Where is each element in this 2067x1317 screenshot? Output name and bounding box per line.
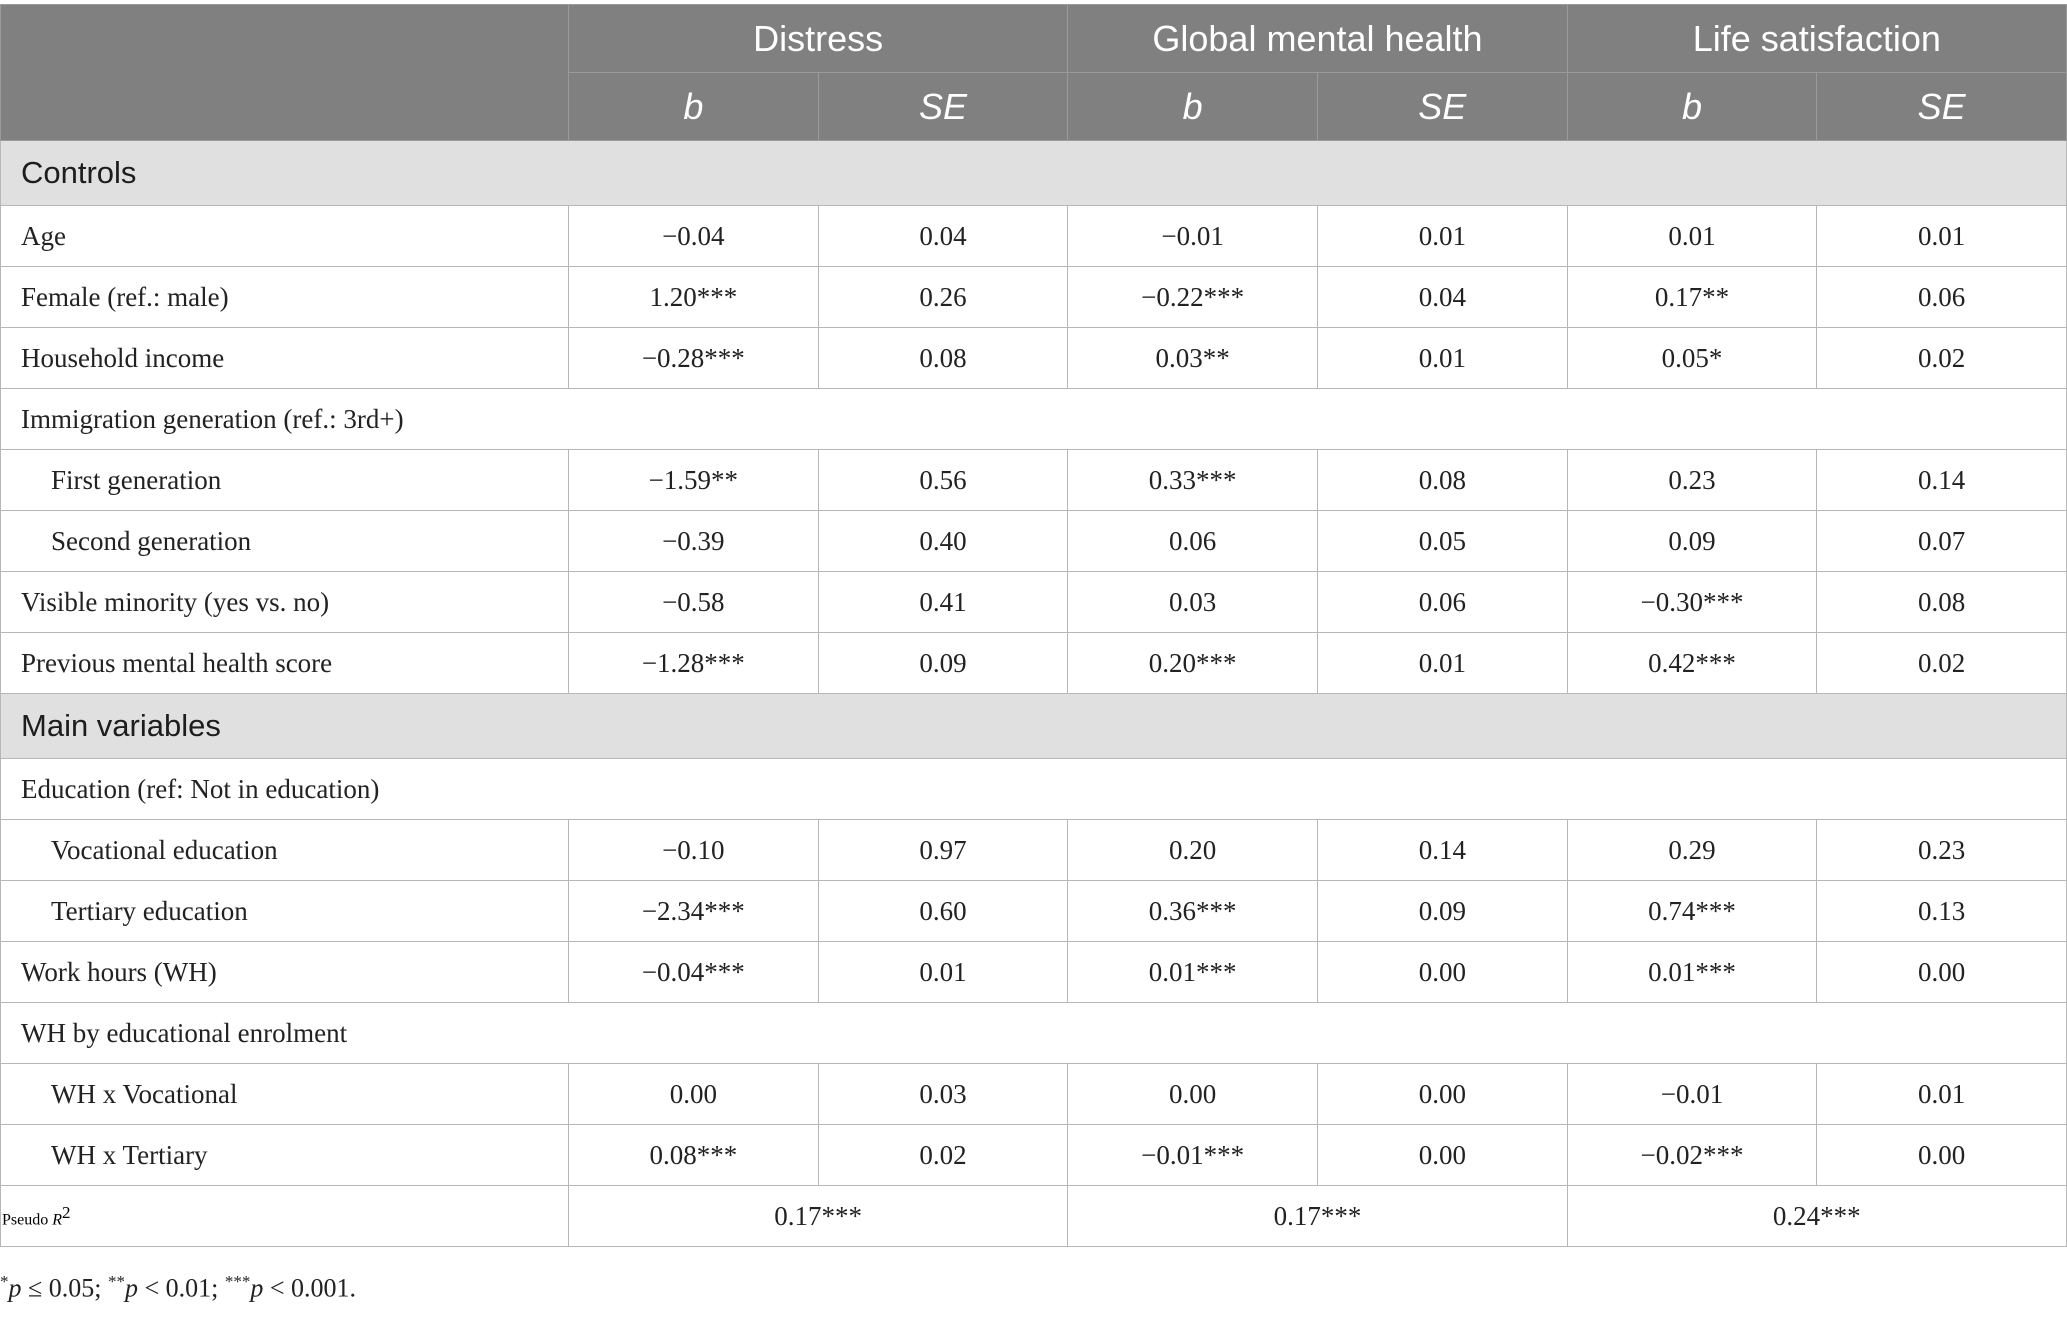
row-label: Previous mental health score [1,633,569,694]
standard-error-cell: 0.01 [1317,633,1567,694]
table-row [1,1064,2067,1125]
footnote-text: < 0.001. [263,1273,357,1303]
coefficient-cell: 0.01 [1567,206,1817,267]
header-subcolumn: SE [818,73,1068,141]
standard-error-cell: 0.00 [1317,942,1567,1003]
footnote-p: p [8,1273,22,1303]
table-row [1,759,2067,820]
standard-error-cell: 0.07 [1817,511,2067,572]
section-title: Controls [1,141,2067,206]
section-header-row [1,694,2067,759]
coefficient-cell: 0.06 [1068,511,1318,572]
coefficient-cell: −0.28*** [569,328,819,389]
standard-error-cell: 0.01 [818,942,1068,1003]
coefficient-cell: 0.00 [569,1064,819,1125]
table-row [1,206,2067,267]
standard-error-cell: 0.60 [818,881,1068,942]
header-subcolumn: SE [1817,73,2067,141]
footnote-text: ≤ 0.05; [21,1273,108,1303]
section-title: Main variables [1,694,2067,759]
row-label: Work hours (WH) [1,942,569,1003]
row-label: WH x Vocational [1,1064,569,1125]
table-row [1,511,2067,572]
table-row [1,328,2067,389]
standard-error-cell: 0.56 [818,450,1068,511]
coefficient-cell: −0.22*** [1068,267,1318,328]
coefficient-cell: 0.33*** [1068,450,1318,511]
table-footer [1,1186,2067,1247]
standard-error-cell: 0.00 [1317,1064,1567,1125]
pseudo-r2-sup: 2 [62,1202,71,1222]
table-row [1,450,2067,511]
row-label: Visible minority (yes vs. no) [1,572,569,633]
pseudo-r2-row [1,1186,2067,1247]
standard-error-cell: 0.08 [1317,450,1567,511]
table-row [1,942,2067,1003]
standard-error-cell: 0.02 [818,1125,1068,1186]
standard-error-cell: 0.05 [1317,511,1567,572]
coefficient-cell: 0.03 [1068,572,1318,633]
standard-error-cell: 0.14 [1817,450,2067,511]
standard-error-cell: 0.08 [818,328,1068,389]
regression-table [0,4,2067,1247]
coefficient-cell: 0.08*** [569,1125,819,1186]
coefficient-cell: 0.17** [1567,267,1817,328]
coefficient-cell: −2.34*** [569,881,819,942]
standard-error-cell: 0.97 [818,820,1068,881]
header-group-distress: Distress [569,5,1068,73]
coefficient-cell: −0.39 [569,511,819,572]
coefficient-cell: −1.59** [569,450,819,511]
footnote-p: p [250,1273,264,1303]
regression-table-container [0,4,2066,1247]
standard-error-cell: 0.01 [1317,328,1567,389]
table-row [1,1125,2067,1186]
coefficient-cell: 0.20*** [1068,633,1318,694]
row-label: Immigration generation (ref.: 3rd+) [1,389,2067,450]
pseudo-r2-distress: 0.17*** [569,1186,1068,1247]
table-header [1,5,2067,141]
standard-error-cell: 0.02 [1817,633,2067,694]
standard-error-cell: 0.01 [1817,206,2067,267]
coefficient-cell: 0.20 [1068,820,1318,881]
coefficient-cell: −0.04*** [569,942,819,1003]
coefficient-cell: −0.10 [569,820,819,881]
standard-error-cell: 0.06 [1317,572,1567,633]
row-label: Second generation [1,511,569,572]
coefficient-cell: 0.03** [1068,328,1318,389]
footnote-text: < 0.01; [138,1273,225,1303]
header-subcolumn: b [569,73,819,141]
standard-error-cell: 0.03 [818,1064,1068,1125]
coefficient-cell: 0.23 [1567,450,1817,511]
coefficient-cell: 0.42*** [1567,633,1817,694]
row-label: Education (ref: Not in education) [1,759,2067,820]
standard-error-cell: 0.00 [1817,1125,2067,1186]
coefficient-cell: 0.36*** [1068,881,1318,942]
standard-error-cell: 0.01 [1317,206,1567,267]
coefficient-cell: 0.29 [1567,820,1817,881]
coefficient-cell: 0.01*** [1068,942,1318,1003]
pseudo-r2-var: R [52,1211,63,1229]
row-label: Vocational education [1,820,569,881]
standard-error-cell: 0.13 [1817,881,2067,942]
coefficient-cell: 0.74*** [1567,881,1817,942]
header-corner-cell [1,5,569,141]
table-row [1,633,2067,694]
standard-error-cell: 0.23 [1817,820,2067,881]
coefficient-cell: −0.02*** [1567,1125,1817,1186]
significance-footnote [0,1272,356,1304]
row-label: Tertiary education [1,881,569,942]
header-group-global-mental-health: Global mental health [1068,5,1567,73]
table-row [1,267,2067,328]
standard-error-cell: 0.04 [818,206,1068,267]
table-row [1,572,2067,633]
section-header-row [1,141,2067,206]
coefficient-cell: −1.28*** [569,633,819,694]
coefficient-cell: 0.09 [1567,511,1817,572]
coefficient-cell: −0.30*** [1567,572,1817,633]
pseudo-r2-label [1,1186,569,1247]
standard-error-cell: 0.41 [818,572,1068,633]
coefficient-cell: 0.01*** [1567,942,1817,1003]
standard-error-cell: 0.00 [1317,1125,1567,1186]
coefficient-cell: −0.01 [1567,1064,1817,1125]
standard-error-cell: 0.08 [1817,572,2067,633]
coefficient-cell: 0.00 [1068,1064,1318,1125]
footnote-mark: ** [108,1272,125,1291]
header-subcolumn: SE [1317,73,1567,141]
standard-error-cell: 0.01 [1817,1064,2067,1125]
header-group-row [1,5,2067,73]
standard-error-cell: 0.14 [1317,820,1567,881]
standard-error-cell: 0.26 [818,267,1068,328]
standard-error-cell: 0.09 [818,633,1068,694]
table-row [1,820,2067,881]
table-row [1,1003,2067,1064]
coefficient-cell: −0.01 [1068,206,1318,267]
coefficient-cell: −0.58 [569,572,819,633]
pseudo-r2-prefix: Pseudo [2,1211,53,1229]
coefficient-cell: −0.04 [569,206,819,267]
row-label: First generation [1,450,569,511]
pseudo-r2-global-mental-health: 0.17*** [1068,1186,1567,1247]
header-subcolumn: b [1068,73,1318,141]
standard-error-cell: 0.02 [1817,328,2067,389]
row-label: WH x Tertiary [1,1125,569,1186]
standard-error-cell: 0.00 [1817,942,2067,1003]
standard-error-cell: 0.09 [1317,881,1567,942]
header-subcolumn: b [1567,73,1817,141]
footnote-mark: *** [224,1272,251,1291]
table-body [1,141,2067,1186]
row-label: Female (ref.: male) [1,267,569,328]
footnote-mark: * [0,1272,9,1291]
header-group-life-satisfaction: Life satisfaction [1567,5,2066,73]
standard-error-cell: 0.04 [1317,267,1567,328]
table-row [1,389,2067,450]
table-row [1,881,2067,942]
pseudo-r2-life-satisfaction: 0.24*** [1567,1186,2066,1247]
row-label: Household income [1,328,569,389]
coefficient-cell: 0.05* [1567,328,1817,389]
row-label: WH by educational enrolment [1,1003,2067,1064]
row-label: Age [1,206,569,267]
standard-error-cell: 0.40 [818,511,1068,572]
coefficient-cell: 1.20*** [569,267,819,328]
footnote-p: p [125,1273,138,1303]
standard-error-cell: 0.06 [1817,267,2067,328]
coefficient-cell: −0.01*** [1068,1125,1318,1186]
